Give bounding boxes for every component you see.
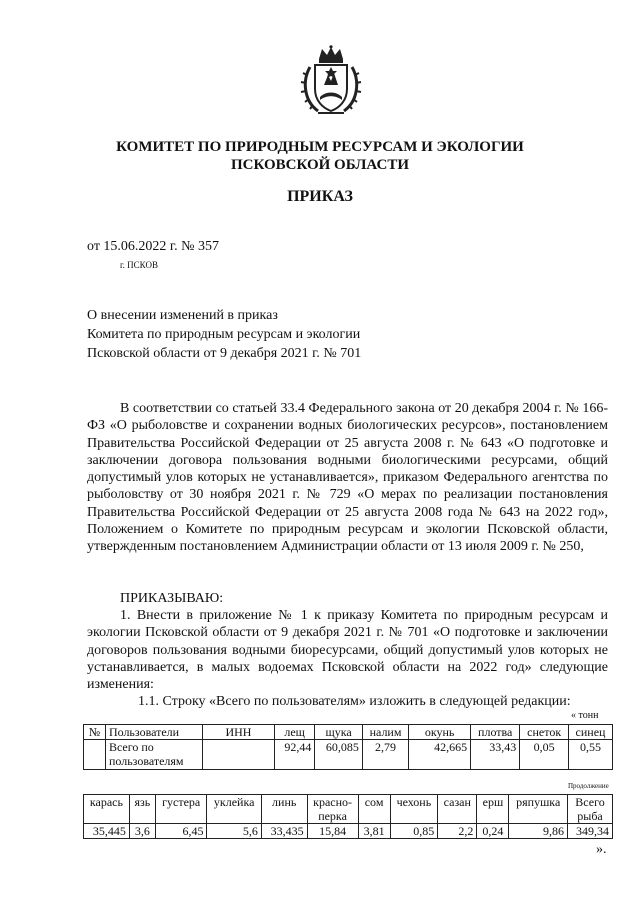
- table-cell: 60,085: [315, 740, 363, 770]
- table-cell: Всего по пользователям: [105, 740, 202, 770]
- table-cell: 0,05: [520, 740, 569, 770]
- table-header-cell: окунь: [409, 725, 471, 740]
- table-header-cell: щука: [315, 725, 363, 740]
- table-header-row: [84, 725, 613, 740]
- table-header-cell: синец: [569, 725, 613, 740]
- table-header-row: [84, 795, 613, 824]
- table-header-cell: чехонь: [390, 795, 438, 824]
- table-cell: 9,86: [509, 824, 568, 839]
- document-type-title: ПРИКАЗ: [287, 188, 353, 205]
- table-header-cell: ерш: [477, 795, 509, 824]
- subject-line: Псковской области от 9 декабря 2021 г. № 701: [87, 346, 362, 361]
- table-header-cell: карась: [84, 795, 130, 824]
- table-header-cell: язь: [129, 795, 155, 824]
- table-cell: 35,445: [84, 824, 130, 839]
- catch-table-part1: [83, 724, 613, 770]
- table-header-cell: №: [84, 725, 106, 740]
- table-cell: 33,43: [471, 740, 520, 770]
- table-header-cell: снеток: [520, 725, 569, 740]
- item-1-paragraph: 1. Внести в приложение № 1 к приказу Комитета по природным ресурсам и экологии Псковской области от 9 декабря 2021 г. № 701 «О подготовке и заключении договоров пользования водными биоресурсами, общий допустимый улов которых не устанавливается, в малых водоемах Псковской области на 2022 год» следующие изменения:: [87, 608, 608, 693]
- table-cell: [202, 740, 274, 770]
- table-cell: 2,2: [438, 824, 477, 839]
- table-cell: [84, 740, 106, 770]
- table-header-cell: густера: [155, 795, 207, 824]
- table-header-cell: налим: [362, 725, 408, 740]
- table-cell: 2,79: [362, 740, 408, 770]
- organization-name-line2: ПСКОВСКОЙ ОБЛАСТИ: [230, 157, 410, 173]
- coat-of-arms-emblem: [300, 45, 362, 117]
- table-header-cell: красно-перка: [307, 795, 358, 824]
- continuation-note: Продолжение: [568, 782, 609, 790]
- unit-note: « тонн: [571, 710, 599, 721]
- document-date-number: от 15.06.2022 г. № 357: [87, 239, 219, 254]
- table-cell: 3,81: [358, 824, 390, 839]
- table-cell: 0,24: [477, 824, 509, 839]
- order-word: ПРИКАЗЫВАЮ:: [120, 591, 224, 606]
- table-cell: 3,6: [129, 824, 155, 839]
- table-header-cell: сазан: [438, 795, 477, 824]
- table-header-cell: уклейка: [207, 795, 261, 824]
- item-1-1-paragraph: 1.1. Строку «Всего по пользователям» изложить в следующей редакции:: [138, 694, 571, 709]
- table-cell: 5,6: [207, 824, 261, 839]
- table-cell: 6,45: [155, 824, 207, 839]
- closing-quote: ».: [596, 842, 607, 857]
- subject-line: Комитета по природным ресурсам и экологии: [87, 327, 361, 342]
- table-header-cell: Пользователи: [105, 725, 202, 740]
- table-cell: 33,435: [261, 824, 307, 839]
- table-cell: 92,44: [274, 740, 314, 770]
- organization-name-line1: КОМИТЕТ ПО ПРИРОДНЫМ РЕСУРСАМ И ЭКОЛОГИИ: [116, 139, 524, 155]
- table-row: [84, 824, 613, 839]
- table-header-cell: ИНН: [202, 725, 274, 740]
- table-header-cell: плотва: [471, 725, 520, 740]
- preamble-paragraph: В соответствии со статьей 33.4 Федерального закона от 20 декабря 2004 г. № 166-ФЗ «О рыболовстве и сохранении водных биологических ресурсов», постановлением Правительства Российской Федерации от 25 августа 2008 г. № 643 «О подготовке и заключении договора пользования водными биологическими ресурсами, общий допустимый улов которых не устанавливается», приказом Федерального агентства по рыболовству от 30 ноября 2021 г. № 729 «О мерах по реализации постановления Правительства Российской Федерации от 25 августа 2008 года № 643 на 2022 год», Положением о Комитете по природным ресурсам и экологии Псковской области, утвержденным постановлением Администрации области от 13 июля 2009 г. № 250,: [87, 401, 608, 555]
- table-header-cell: Всего рыба: [568, 795, 613, 824]
- document-subject: [87, 306, 361, 363]
- document-city: г. ПСКОВ: [120, 260, 158, 270]
- table-header-cell: лещ: [274, 725, 314, 740]
- subject-line: О внесении изменений в приказ: [87, 308, 278, 323]
- catch-table-part2: [83, 794, 613, 839]
- table-header-cell: линь: [261, 795, 307, 824]
- table-cell: 0,85: [390, 824, 438, 839]
- table-row: [84, 740, 613, 770]
- table-cell: 15,84: [307, 824, 358, 839]
- table-cell: 349,34: [568, 824, 613, 839]
- table-header-cell: сом: [358, 795, 390, 824]
- table-cell: 42,665: [409, 740, 471, 770]
- table-header-cell: ряпушка: [509, 795, 568, 824]
- table-cell: 0,55: [569, 740, 613, 770]
